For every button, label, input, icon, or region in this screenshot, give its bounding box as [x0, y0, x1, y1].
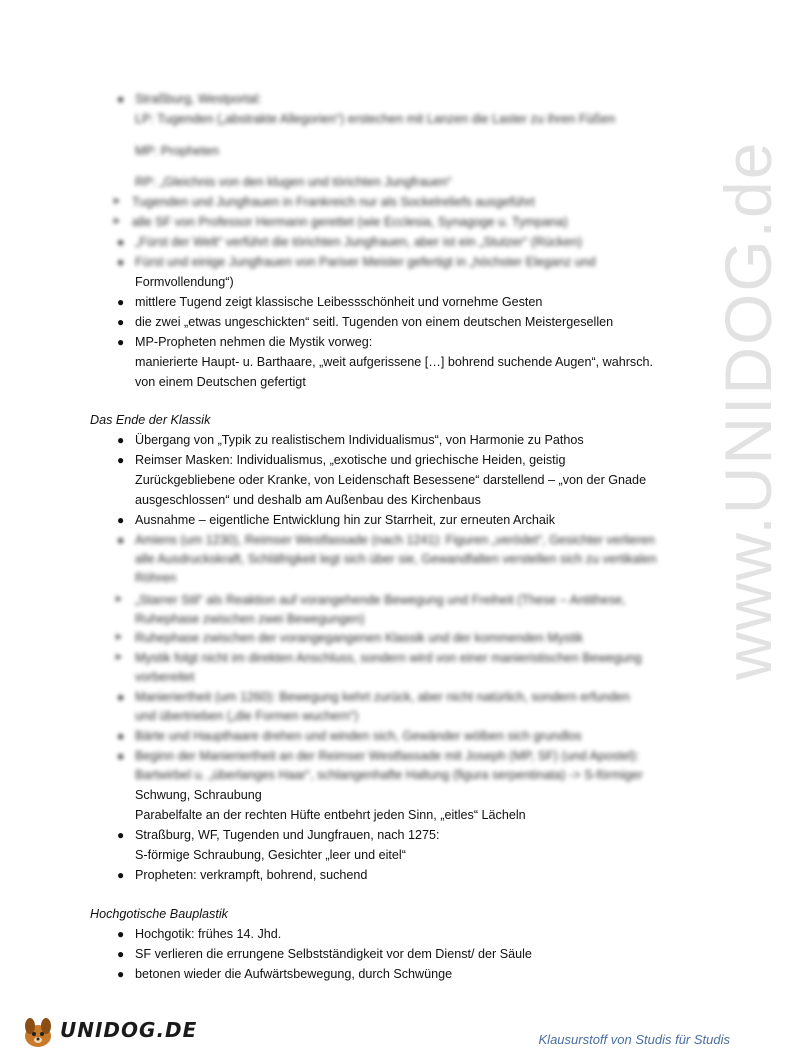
text-line: Übergang von „Typik zu realistischem Individualismus“, von Harmonie zu Pathos [135, 433, 584, 447]
text-line: Formvollendung“) [135, 275, 234, 289]
text-line: MP-Propheten nehmen die Mystik vorweg: [135, 335, 373, 349]
text-line: LP: Tugenden („abstrakte Allegorien“) erstechen mit Lanzen die Laster zu ihren Füßen [135, 112, 616, 126]
bullet-icon: ● [117, 749, 125, 763]
text-line: Straßburg, Westportal: [135, 92, 262, 106]
bullet-icon: ● [117, 690, 125, 704]
footer-tagline: Klausurstoff von Studis für Studis [538, 1032, 730, 1047]
text-line: SF verlieren die errungene Selbstständigkeit vor dem Dienst/ der Säule [135, 947, 532, 961]
bullet-icon: ● [117, 453, 125, 467]
text-line: Fürst und einige Jungfrauen von Pariser Meister gefertigt in „höchster Eleganz und [135, 255, 596, 269]
text-line: die zwei „etwas ungeschickten“ seitl. Tugenden von einem deutschen Meistergesellen [135, 315, 614, 329]
text-line: „Fürst der Welt“ verführt die törichten Jungfrauen, aber ist ein „Stutzer“ (Rücken) [135, 235, 583, 249]
text-line: Ruhephase zwischen zwei Bewegungen) [135, 612, 365, 626]
bullet-icon: ● [117, 255, 125, 269]
bullet-icon: ● [117, 828, 125, 842]
text-line: Ruhephase zwischen der vorangegangenen Klassik und der kommenden Mystik [135, 631, 584, 645]
text-line: betonen wieder die Aufwärtsbewegung, durch Schwünge [135, 967, 453, 981]
text-line: S-förmige Schraubung, Gesichter „leer und eitel“ [135, 848, 406, 862]
text-line: Tugenden und Jungfrauen in Frankreich nur als Sockelreliefs ausgeführt [132, 195, 535, 209]
logo-text[interactable]: UNIDOG.DE [60, 1018, 198, 1042]
text-line: MP: Propheten [135, 144, 220, 158]
text-line: ausgeschlossen“ und deshalb am Außenbau des Kirchenbaus [135, 493, 481, 507]
bullet-icon: ● [117, 295, 125, 309]
text-line: Mystik folgt nicht im direkten Anschluss, sondern wird von einer manieristischen Bewegung [135, 651, 642, 665]
text-line: alle Ausdruckskraft, Schläfrigkeit legt sich über sie, Gewandfalten verstellen sich zu vertikalen [135, 552, 657, 566]
arrow-bullet-icon: ➤ [114, 594, 123, 605]
bullet-icon: ● [117, 315, 125, 329]
text-line: Bärte und Haupthaare drehen und winden sich, Gewänder wölben sich grundlos [135, 729, 582, 743]
text-line: mittlere Tugend zeigt klassische Leibessschönheit und vornehme Gesten [135, 295, 543, 309]
text-line: und übertrieben („die Formen wuchern“) [135, 709, 359, 723]
text-line: Manieriertheit (um 1260): Bewegung kehrt zurück, aber nicht natürlich, sondern erfunden [135, 690, 630, 704]
arrow-bullet-icon: ➤ [114, 652, 123, 663]
text-line: Schwung, Schraubung [135, 788, 262, 802]
text-line: Zurückgebliebene oder Kranke, von Leidenschaft Besessene“ darstellend – „von der Gnade [135, 473, 647, 487]
text-line: „Starrer Stil“ als Reaktion auf vorangehende Bewegung und Freiheit (These – Antithese, [135, 593, 626, 607]
bullet-icon: ● [117, 92, 125, 106]
text-line: Beginn der Manieriertheit an der Reimser Westfassade mit Joseph (MP, SF) (und Apostel): [135, 749, 640, 763]
text-line: alle SF von Professor Hermann gerettet (wie Ecclesia, Synagoge u. Tympana) [132, 215, 568, 229]
arrow-bullet-icon: ➤ [112, 196, 121, 207]
text-line: vorbereitet [135, 670, 195, 684]
arrow-bullet-icon: ➤ [112, 216, 121, 227]
bullet-icon: ● [117, 513, 125, 527]
text-line: Propheten: verkrampft, bohrend, suchend [135, 868, 368, 882]
text-line: Straßburg, WF, Tugenden und Jungfrauen, nach 1275: [135, 828, 440, 842]
bullet-icon: ● [117, 729, 125, 743]
text-line: Reimser Masken: Individualismus, „exotische und griechische Heiden, geistig [135, 453, 566, 467]
bullet-icon: ● [117, 868, 125, 882]
text-line: RP: „Gleichnis von den klugen und törichten Jungfrauen“ [135, 175, 452, 189]
bullet-icon: ● [117, 235, 125, 249]
text-line: Hochgotik: frühes 14. Jhd. [135, 927, 282, 941]
bullet-icon: ● [117, 533, 125, 547]
text-line: von einem Deutschen gefertigt [135, 375, 306, 389]
watermark: www.UNIDOG.de [711, 140, 785, 680]
bullet-icon: ● [117, 947, 125, 961]
bullet-icon: ● [117, 335, 125, 349]
text-line: Bartwirbel u. „überlanges Haar“, schlangenhafte Haltung (figura serpentinata) -> S-förmiger [135, 768, 643, 782]
arrow-bullet-icon: ➤ [114, 632, 123, 643]
bullet-icon: ● [117, 433, 125, 447]
text-line: Parabelfalte an der rechten Hüfte entbehrt jeden Sinn, „eitles“ Lächeln [135, 808, 526, 822]
text-line: Röhren [135, 571, 177, 585]
bullet-icon: ● [117, 967, 125, 981]
text-line: Ausnahme – eigentliche Entwicklung hin zur Starrheit, zur erneuten Archaik [135, 513, 556, 527]
section-heading: Das Ende der Klassik [90, 413, 211, 427]
text-line: Amiens (um 1230), Reimser Westfassade (nach 1241): Figuren „verödet“, Gesichter verlieren [135, 533, 655, 547]
text-line: manierierte Haupt- u. Barthaare, „weit aufgerissene […] bohrend suchende Augen“, wahrsch. [135, 355, 654, 369]
bullet-icon: ● [117, 927, 125, 941]
section-heading: Hochgotische Bauplastik [90, 907, 228, 921]
